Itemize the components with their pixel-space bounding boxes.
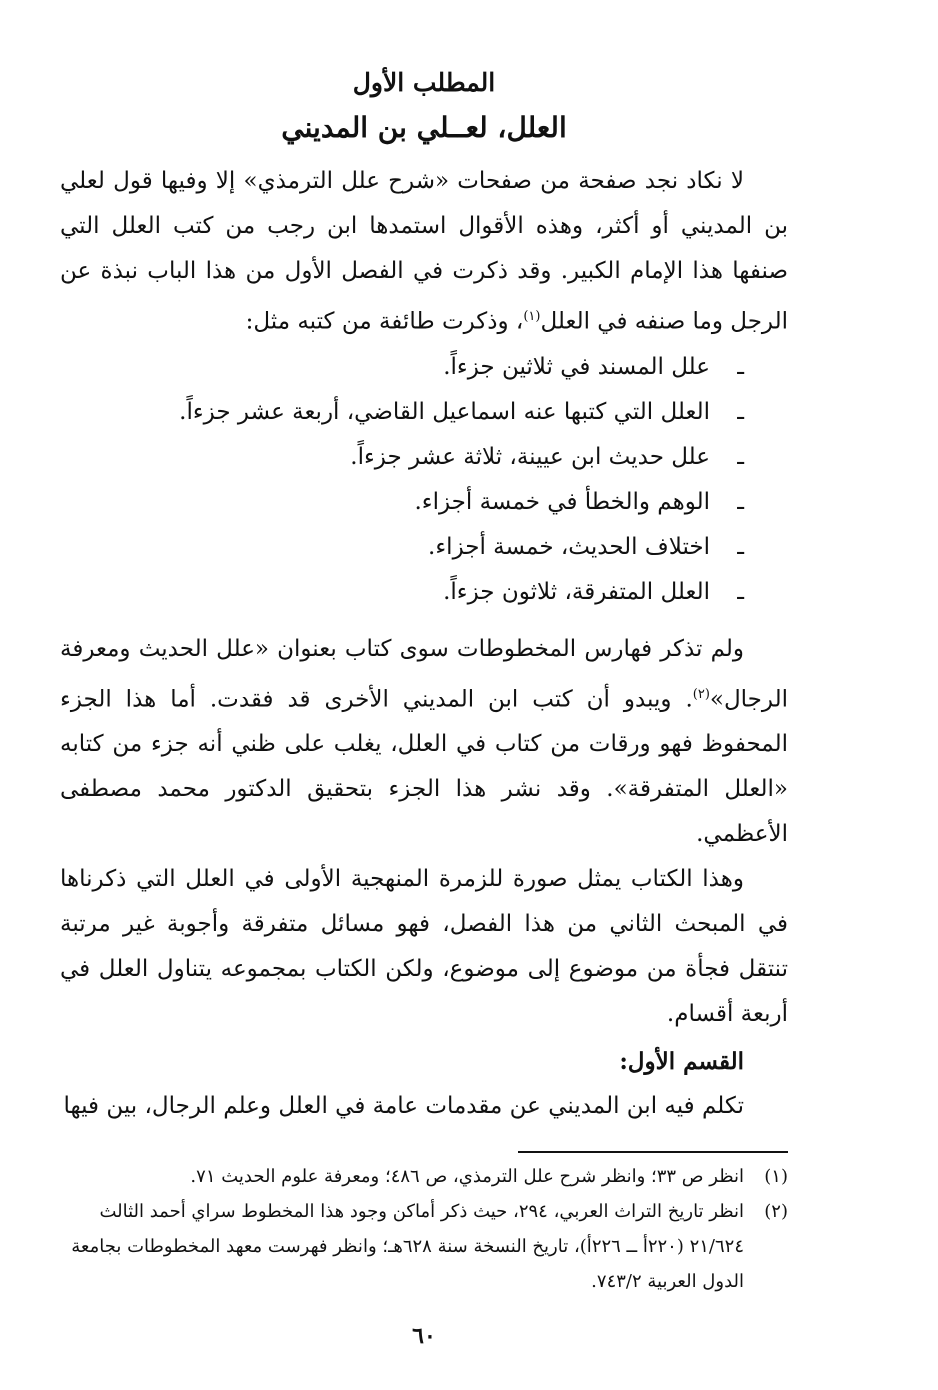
footnote-ref-1[interactable]: (١) [523,309,541,324]
footnotes [60,1159,788,1299]
books-list [60,345,788,615]
footnote-item [60,1194,788,1299]
dash-marker: ـ [737,353,744,380]
paragraph-1-end: ، وذكرت طائفة من كتبه مثل: [245,308,524,335]
list-item [60,390,744,435]
footnote-number: (٢) [764,1201,788,1223]
list-item-text: علل المسند في ثلاثين جزءاً. [443,353,710,380]
dash-marker: ـ [737,578,744,605]
list-item [60,435,744,480]
dash-marker: ـ [737,443,744,470]
paragraph-4: تكلم فيه ابن المديني عن مقدمات عامة في العلل وعلم الرجال، بين فيها [63,1093,744,1120]
list-item-text: العلل المتفرقة، ثلاثون جزءاً. [443,578,710,605]
list-item-text: اختلاف الحديث، خمسة أجزاء. [428,533,710,560]
list-item [60,480,744,525]
dash-marker: ـ [737,533,744,560]
footnote-divider [518,1151,788,1153]
list-item [60,525,744,570]
footnote-item [60,1159,788,1194]
paragraph-2-end: . ويبدو أن كتب ابن المديني الأخرى قد فقدت. أما هذا الجزء المحفوظ فهو ورقات من كتاب في العلل، يغلب على ظني أنه جزء من كتابه «العلل المتفرقة». وقد نشر هذا الجزء بتحقيق الدكتور محمد مصطفى الأعظمي. [60,686,788,848]
paragraph-1 [60,159,788,345]
footnote-text: انظر ص ٣٣؛ وانظر شرح علل الترمذي، ص ٤٨٦؛ ومعرفة علوم الحديث ٧١. [190,1166,744,1188]
document-page [60,55,788,1365]
footnote-number: (١) [764,1166,788,1188]
paragraph-1-text: لا نكاد نجد صفحة من صفحات «شرح علل الترمذي» إلا وفيها قول لعلي بن المديني أو أكثر، وهذه الأقوال استمدها ابن رجب من كتب العلل التي صنفها هذا الإمام الكبير. وقد ذكرت في الفصل الأول من هذا الباب نبذة عن الرجل وما صنفه في العلل [60,168,788,335]
list-item-text: علل حديث ابن عيينة، ثلاثة عشر جزءاً. [350,443,710,470]
footnote-text: انظر تاريخ التراث العربي، ٢٩٤، حيث ذكر أماكن وجود هذا المخطوط سراي أحمد الثالث ٢١/٦٢٤ (٢٢٠أ ــ ٢٢٦أ)، تاريخ النسخة سنة ٦٢٨هـ؛ وانظر فهرست معهد المخطوطات بجامعة الدول العربية ٧٤٣/٢. [71,1201,744,1293]
paragraph-2 [60,627,788,858]
section-title: المطلب الأول [352,68,496,97]
list-item-text: الوهم والخطأ في خمسة أجزاء. [414,488,710,515]
paragraph-3: وهذا الكتاب يمثل صورة للزمرة المنهجية الأولى في العلل التي ذكرناها في المبحث الثاني من هذا الفصل، فهو مسائل متفرقة وأجوبة غير مرتبة تنتقل فجأة من موضوع إلى موضوع، ولكن الكتاب بمجموعه يتناول العلل في أربعة أقسام. [60,866,788,1028]
page-number: ٦٠ [412,1323,436,1350]
section-subtitle: العلل، لعــلي بن المديني [281,111,567,144]
section-label: القسم الأول: [619,1048,744,1076]
footnote-ref-2[interactable]: (٢) [692,686,710,702]
list-item [60,345,744,390]
paragraph-2-text: ولم تذكر فهارس المخطوطات سوى كتاب بعنوان «علل الحديث ومعرفة الرجال» [60,635,788,713]
dash-marker: ـ [737,488,744,515]
list-item-text: العلل التي كتبها عنه اسماعيل القاضي، أربعة عشر جزءاً. [179,398,710,425]
list-item [60,570,744,615]
dash-marker: ـ [737,398,744,425]
